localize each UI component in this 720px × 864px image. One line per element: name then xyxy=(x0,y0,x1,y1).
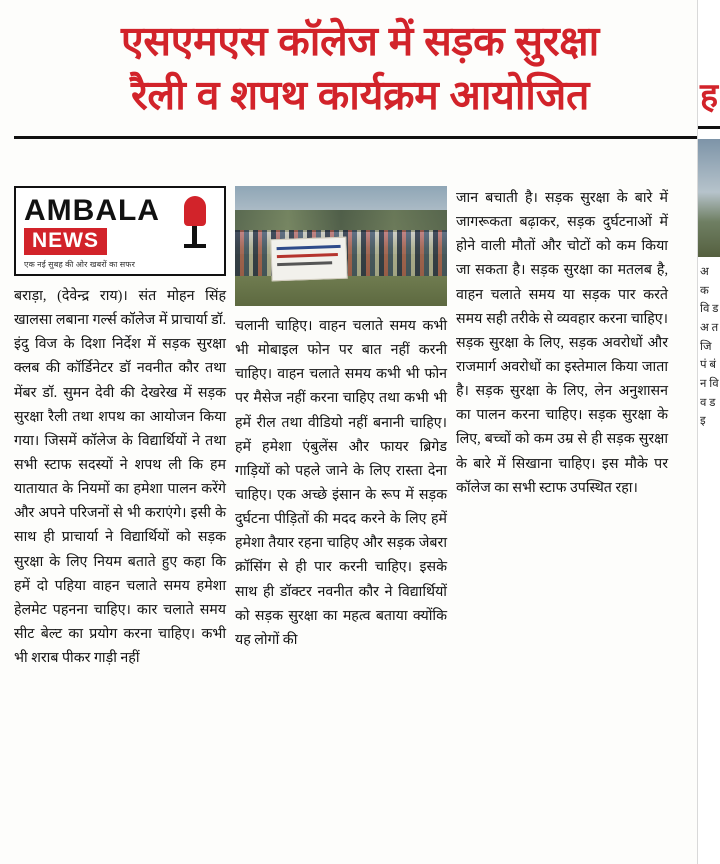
column-three xyxy=(456,186,668,860)
adjacent-photo xyxy=(698,139,720,257)
masthead-tagline: एक नई सुबह की ओर खबरों का सफर xyxy=(24,260,136,269)
column-two xyxy=(235,186,447,860)
ambala-news-masthead xyxy=(14,186,226,276)
article-body xyxy=(14,186,696,860)
column-one xyxy=(14,186,226,860)
masthead-title-news: NEWS xyxy=(24,228,107,255)
body-paragraph-three: जान बचाती है। सड़क सुरक्षा के बारे में जागरूकता बढ़ाकर, सड़क दुर्घटनाओं में होने वाली मौतों और चोटों को कम किया जा सकता है। सड़क सुरक्षा का मतलब है, वाहन चलाते समय या सड़क पार करते समय सही तरीके से व्यवहार करना चाहिए। सड़क सुरक्षा के लिए, सड़क अवरोधों और राजमार्ग अवरोधों का इस्तेमाल किया जाता है। सड़क सुरक्षा के लिए, लेन अनुशासन का पालन करना चाहिए। सड़क सुरक्षा के लिए, बच्चों को कम उम्र से ही सड़क सुरक्षा के बारे में सिखाना चाहिए। इस मौके पर कॉलेज का सभी स्टाफ उपस्थित रहा। xyxy=(456,190,668,496)
adjacent-headline-fragment: ह xyxy=(700,77,719,115)
adjacent-text-fragment: अ क वि ड अ त जि पं बं न वि व ड इ xyxy=(700,266,719,428)
masthead-title-ambala: AMBALA xyxy=(24,194,160,227)
adjacent-divider xyxy=(698,126,720,129)
page-headline xyxy=(0,0,720,126)
headline-line-1: एसएमएस कॉलेज में सड़क सुरक्षा xyxy=(120,18,600,64)
adjacent-column-sliver xyxy=(697,0,720,864)
road-safety-banner xyxy=(270,237,347,282)
headline-line-2: रैली व शपथ कार्यक्रम आयोजित xyxy=(130,72,590,119)
article-photo xyxy=(235,186,447,306)
body-paragraph-two: चलानी चाहिए। वाहन चलाते समय कभी भी मोबाइल फोन पर बात नहीं करनी चाहिए। वाहन चलाते समय कभी भी फोन पर मैसेज नहीं करना चाहिए तथा कभी भी हमें रील तथा वीडियो नहीं बनानी चाहिए। हमें हमेशा एंबुलेंस और फायर ब्रिगेड गाड़ियों को पहले जाने के लिए रास्ता देना चाहिए। एक अच्छे इंसान के रूप में सड़क दुर्घटना पीड़ितों की मदद करने के लिए हमें हमेशा तैयार रहना चाहिए और सड़क जेबरा क्रॉसिंग से ही पार करनी चाहिए। इसके साथ ही डॉक्टर नवनीत कौर ने विद्यार्थियों को सड़क सुरक्षा का महत्व बताया क्योंकि यह लोगों की xyxy=(235,318,447,648)
body-paragraph-one: बराड़ा, (देवेन्द्र राय)। संत मोहन सिंह खालसा लबाना गर्ल्स कॉलेज में प्राचार्या डॉ. इंदु विज के दिशा निर्देश में सड़क सुरक्षा क्लब की कॉर्डिनेटर डॉ नवनीत कौर तथा मेंबर डॉ. सुमन देवी की देखरेख में सड़क सुरक्षा रैली तथा शपथ का आयोजन किया गया। जिसमें कॉलेज के विद्यार्थियों ने तथा सभी स्टाफ सदस्यों ने शपथ ली कि हम यातायात के नियमों का हमेशा पालन करेंगे और अपने परिजनों से भी कराएंगे। इसी के साथ ही प्राचार्या ने विद्यार्थियों को सड़क सुरक्षा के लिए नियम बताते हुए कहा कि हमें दो पहिया वाहन चलाते समय हमेशा हेलमेट पहनना चाहिए। कार चलाते समय सीट बेल्ट का प्रयोग करना चाहिए। कभी भी शराब पीकर गाड़ी नहीं xyxy=(14,288,226,667)
headline-divider xyxy=(14,136,706,139)
microphone-icon xyxy=(182,196,208,250)
